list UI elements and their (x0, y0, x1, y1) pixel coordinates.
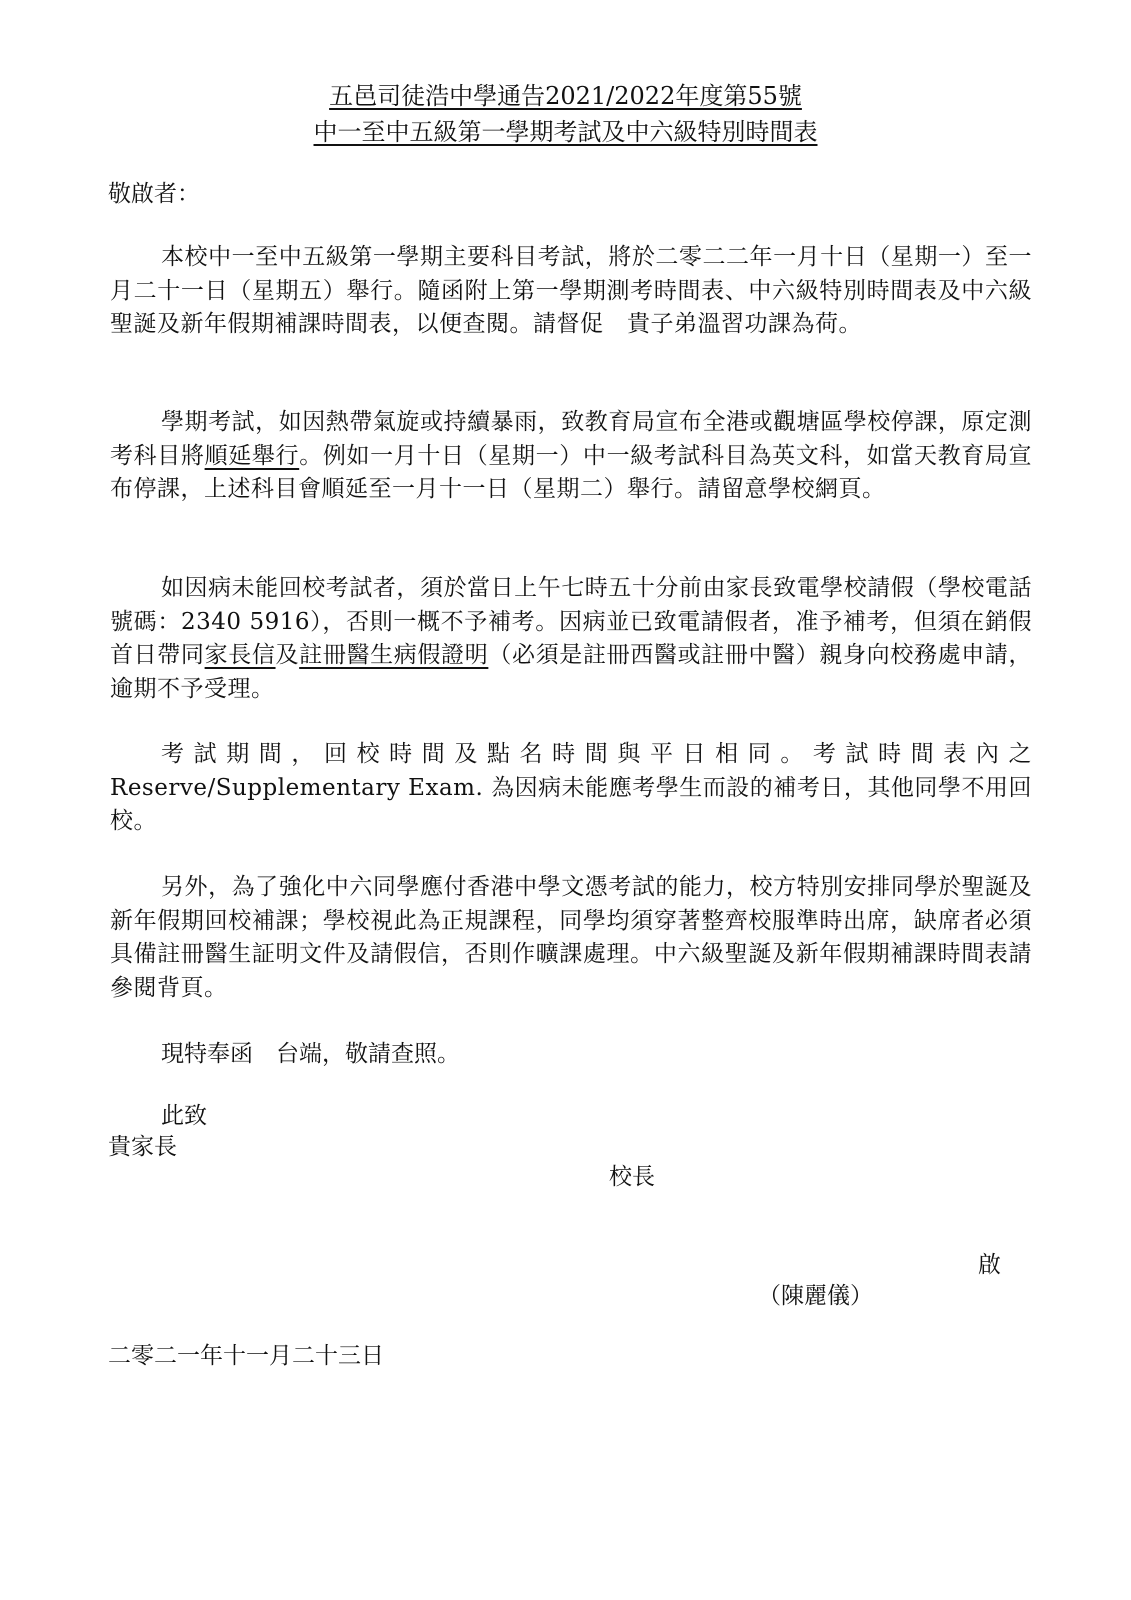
paragraph-weather-text: 學期考試，如因熱帶氣旋或持續暴雨，致教育局宣布全港或觀塘區學校停課，原定測考科目將 (110, 409, 1032, 469)
cizhi: 此致 (161, 1103, 207, 1129)
medical-certificate-underlined-text: 註冊醫生病假證明 (299, 642, 489, 668)
parent-letter-underlined-text: 家長信 (204, 642, 276, 668)
paragraph-sick-joiner: 及 (275, 642, 300, 668)
notice-title-line1: 五邑司徒浩中學通告2021/2022年度第55號 (329, 82, 802, 110)
salutation: 敬啟者： (108, 181, 200, 207)
paragraph-sick-text-cont: （必須是註冊西醫或註冊中醫）親身向校務處申請，逾期不予受理。 (110, 642, 1033, 702)
closing-line: 現特奉函 台端，敬請查照。 (161, 1041, 460, 1067)
paragraph-exam-dates: 本校中一至中五級第一學期主要科目考試，將於二零二二年一月十日（星期一）至一月二十一日（星期五）舉行。隨函附上第一學期測考時間表、中六級特別時間表及中六級聖誕及新年假期補課時間表，以便查閱。請督促 貴子弟溫習功課為荷。 (110, 244, 1032, 337)
paragraph-s6-makeup-classes: 另外，為了強化中六同學應付香港中學文憑考試的能力，校方特別安排同學於聖誕及新年假期回校補課；學校視此為正規課程，同學均須穿著整齊校服準時出席，缺席者必須具備註冊醫生証明文件及請假信，否則作曠課處理。中六級聖誕及新年假期補課時間表請參閱背頁。 (110, 874, 1032, 1001)
notice-title-line2: 中一至中五級第一學期考試及中六級特別時間表 (313, 118, 818, 146)
paragraph-sick-text: 如因病未能回校考試者，須於當日上午七時五十分前由家長致電學校請假（學校電話號碼：2340 5916），否則一概不予補考。因病並已致電請假者，准予補考，但須在銷假首日帶同 (110, 575, 1032, 668)
signature-qi: 啟 (978, 1252, 1001, 1278)
principal-title: 校長 (609, 1164, 655, 1190)
paragraph-weather-postponement (110, 406, 1032, 507)
principal-name: （陳麗儀） (758, 1283, 873, 1309)
postponed-underlined-text: 順延舉行 (204, 442, 300, 469)
paragraph-weather-text-cont: 。例如一月十日（星期一）中一級考試科目為英文科，如當天教育局宣布停課，上述科目會順延至一月十一日（星期二）舉行。請留意學校網頁。 (110, 442, 1033, 502)
paragraph-attendance-time: 考試期間，回校時間及點名時間與平日相同。考試時間表內之Reserve/Supplementary Exam. 為因病未能應考學生而設的補考日，其他同學不用回校。 (110, 741, 1032, 834)
recipient: 貴家長 (108, 1134, 177, 1160)
paragraph-sick-leave (110, 572, 1032, 706)
notice-date: 二零二一年十一月二十三日 (108, 1343, 384, 1369)
